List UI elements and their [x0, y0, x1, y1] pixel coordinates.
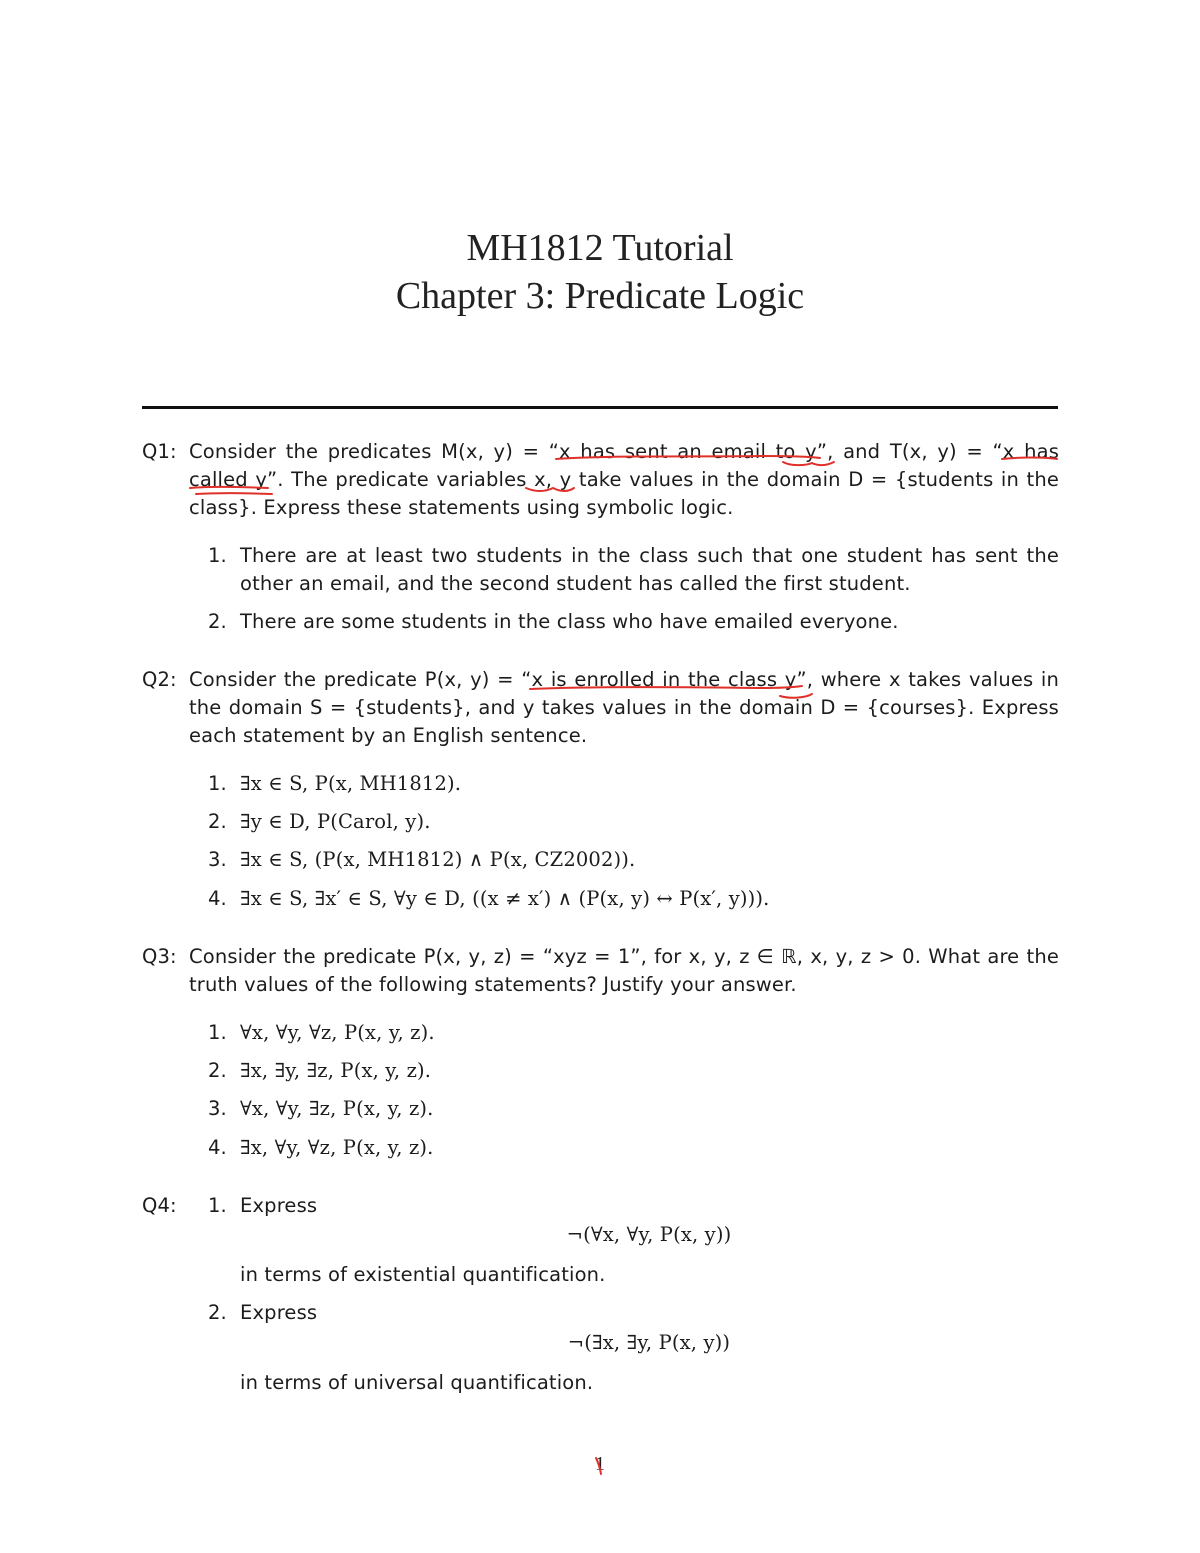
- q1-text-line-3: class}. Express these statements using symbolic logic.: [189, 496, 734, 519]
- q4-item-2-formula: ¬(∃x, ∃y, P(x, y)): [567, 1331, 731, 1354]
- q4-item-number: 1.: [208, 1194, 227, 1217]
- q4-item-1-formula: ¬(∀x, ∀y, P(x, y)): [566, 1223, 732, 1246]
- q1-item-2: There are some students in the class who have emailed everyone.: [240, 610, 899, 633]
- q1-item-number: 2.: [208, 610, 227, 633]
- q2-text-line-2: the domain S = {students}, and y takes values in the domain D = {courses}. Express: [189, 696, 1059, 719]
- q1-text-line-2: called y”. The predicate variables x, y take values in the domain D = {students in the: [189, 468, 1059, 491]
- page-number: 1: [595, 1453, 605, 1475]
- q1-item-1-line-1: There are at least two students in the class such that one student has sent the: [240, 544, 1059, 567]
- q4-label: Q4:: [142, 1194, 177, 1217]
- title-divider: [142, 406, 1058, 409]
- q2-item-1: ∃x ∈ S, P(x, MH1812).: [240, 772, 462, 795]
- q3-text-line-1: Consider the predicate P(x, y, z) = “xyz = 1”, for x, y, z ∈ ℝ, x, y, z > 0. What are the: [189, 945, 1059, 968]
- q2-item-3: ∃x ∈ S, (P(x, MH1812) ∧ P(x, CZ2002)).: [240, 848, 636, 871]
- q2-text-line-1: Consider the predicate P(x, y) = “x is enrolled in the class y”, where x takes values in: [189, 668, 1059, 691]
- q3-item-4: ∃x, ∀y, ∀z, P(x, y, z).: [240, 1136, 434, 1159]
- q4-item-2-outro: in terms of universal quantification.: [240, 1371, 594, 1394]
- q1-item-number: 1.: [208, 544, 227, 567]
- q3-item-number: 3.: [208, 1097, 227, 1120]
- q2-text-line-3: each statement by an English sentence.: [189, 724, 588, 747]
- q3-item-3: ∀x, ∀y, ∃z, P(x, y, z).: [240, 1097, 434, 1120]
- q2-item-number: 4.: [208, 887, 227, 910]
- q2-item-number: 3.: [208, 848, 227, 871]
- q3-text-line-2: truth values of the following statements? Justify your answer.: [189, 973, 797, 996]
- q3-item-1: ∀x, ∀y, ∀z, P(x, y, z).: [240, 1021, 435, 1044]
- q4-item-1-outro: in terms of existential quantification.: [240, 1263, 606, 1286]
- q1-label: Q1:: [142, 440, 177, 463]
- q2-label: Q2:: [142, 668, 177, 691]
- q3-item-number: 2.: [208, 1059, 227, 1082]
- document-subtitle: Chapter 3: Predicate Logic: [395, 275, 805, 317]
- q2-item-number: 2.: [208, 810, 227, 833]
- q1-text-line-1: Consider the predicates M(x, y) = “x has sent an email to y”, and T(x, y) = “x has: [189, 440, 1059, 463]
- q2-item-2: ∃y ∈ D, P(Carol, y).: [240, 810, 431, 833]
- q4-item-2-intro: Express: [240, 1301, 318, 1324]
- q4-item-1-intro: Express: [240, 1194, 318, 1217]
- q2-item-number: 1.: [208, 772, 227, 795]
- q3-item-number: 4.: [208, 1136, 227, 1159]
- q1-item-1-line-2: other an email, and the second student has called the first student.: [240, 572, 911, 595]
- q3-item-2: ∃x, ∃y, ∃z, P(x, y, z).: [240, 1059, 432, 1082]
- q4-item-number: 2.: [208, 1301, 227, 1324]
- q3-label: Q3:: [142, 945, 177, 968]
- document-title: MH1812 Tutorial: [466, 227, 734, 269]
- q3-item-number: 1.: [208, 1021, 227, 1044]
- q2-item-4: ∃x ∈ S, ∃x′ ∈ S, ∀y ∈ D, ((x ≠ x′) ∧ (P(x, y) ↔ P(x′, y))).: [240, 887, 770, 910]
